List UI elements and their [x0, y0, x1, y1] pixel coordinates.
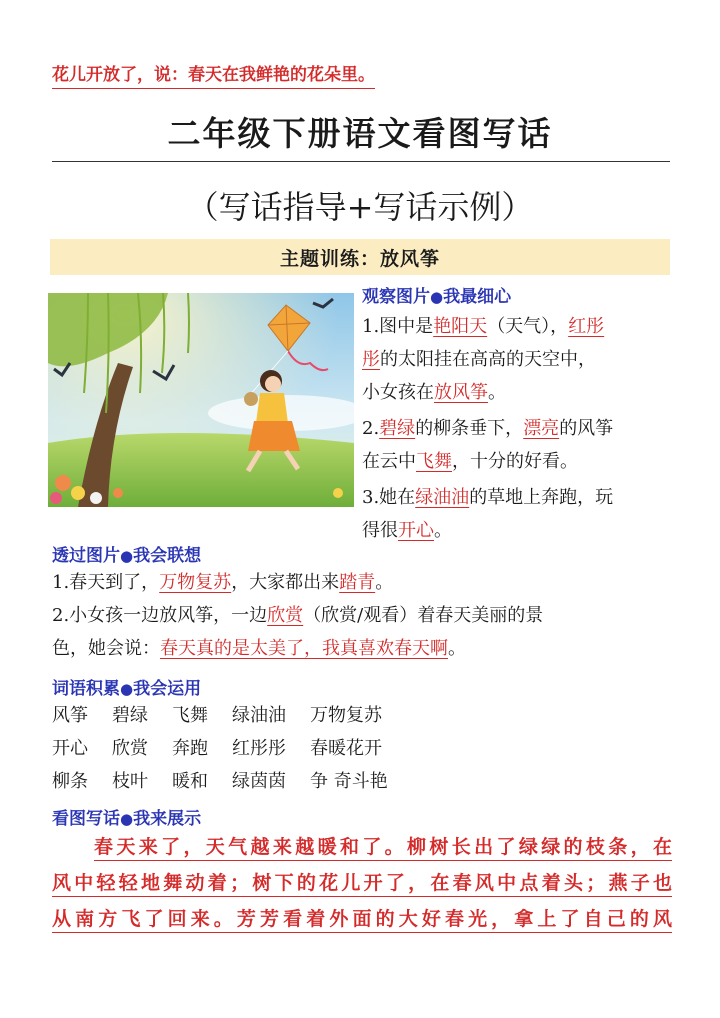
vocab-word: 春暖花开	[310, 738, 382, 759]
observe-item-1: 1.图中是艳阳天（天气），红彤 彤的太阳挂在高高的天空中， 小女孩在放风筝。	[362, 316, 605, 403]
imagine-heading	[52, 541, 677, 566]
imagine-line-3: 色，她会说：春天真的是太美了，我真喜欢春天啊。	[52, 638, 466, 659]
vocab-heading-b: 我会运用	[133, 679, 202, 699]
vocab-word: 风筝	[52, 705, 88, 726]
vocab-word: 红彤彤	[232, 738, 286, 759]
blue-dot-icon: ●	[430, 288, 444, 306]
blue-dot-icon: ●	[120, 547, 134, 565]
observe-item-2: 2.碧绿的柳条垂下，漂亮的风筝 在云中飞舞，十分的好看。	[362, 418, 614, 472]
vocab-word: 开心	[52, 738, 88, 759]
vocab-word: 争 奇斗艳	[310, 771, 388, 792]
vocab-word: 飞舞	[172, 705, 208, 726]
imagine-line-2: 2.小女孩一边放风筝，一边欣赏（欣赏/观看）着春天美丽的景	[52, 605, 544, 626]
page-subtitle: （写话指导+写话示例）	[186, 188, 534, 226]
vocab-row	[52, 732, 672, 765]
kite-illustration	[48, 293, 354, 507]
vocab-row	[52, 699, 672, 732]
vocab-word: 欣赏	[112, 738, 148, 759]
blue-dot-icon: ●	[120, 680, 134, 698]
vocab-section	[52, 674, 672, 798]
vocab-heading-a: 词语积累	[52, 679, 120, 699]
vocab-word: 奔跑	[172, 738, 208, 759]
vocab-word: 绿油油	[232, 705, 286, 726]
blue-dot-icon: ●	[120, 810, 134, 828]
essay-line: 风中轻轻地舞动着；树下的花儿开了，在春风中点着头；燕子也	[52, 865, 672, 901]
vocab-word: 碧绿	[112, 705, 148, 726]
essay-heading	[52, 804, 672, 829]
essay-line: 从南方飞了回来。芳芳看着外面的大好春光，拿上了自己的风	[52, 901, 672, 937]
essay-heading-a: 看图写话	[52, 809, 120, 829]
vocab-heading	[52, 674, 672, 699]
page-title: 二年级下册语文看图写话	[167, 114, 553, 153]
observe-heading	[362, 282, 674, 307]
scene-svg	[48, 293, 354, 507]
theme-band	[50, 239, 670, 275]
theme-label: 主题训练：放风筝	[279, 247, 440, 270]
vocab-word: 暖和	[172, 771, 208, 792]
top-line: 花儿开放了，说：春天在我鲜艳的花朵里。	[52, 60, 375, 89]
observe-heading-b: 我最细心	[443, 287, 512, 307]
imagine-section	[52, 541, 677, 665]
imagine-line-1: 1.春天到了，万物复苏，大家都出来踏青。	[52, 572, 394, 593]
imagine-heading-a: 透过图片	[52, 546, 120, 566]
imagine-heading-b: 我会联想	[133, 546, 202, 566]
essay-line: 春天来了，天气越来越暖和了。柳树长出了绿绿的枝条，在	[52, 829, 672, 865]
vocab-word: 绿茵茵	[232, 771, 286, 792]
observe-section	[362, 282, 674, 547]
essay-heading-b: 我来展示	[133, 809, 202, 829]
divider	[52, 161, 670, 162]
essay-section	[52, 804, 672, 937]
vocab-word: 柳条	[52, 771, 88, 792]
vocab-row	[52, 765, 672, 798]
observe-item-3: 3.她在绿油油的草地上奔跑，玩 得很开心。	[362, 487, 614, 541]
vocab-word: 万物复苏	[310, 705, 382, 726]
observe-heading-a: 观察图片	[362, 287, 430, 307]
vocab-word: 枝叶	[112, 771, 148, 792]
